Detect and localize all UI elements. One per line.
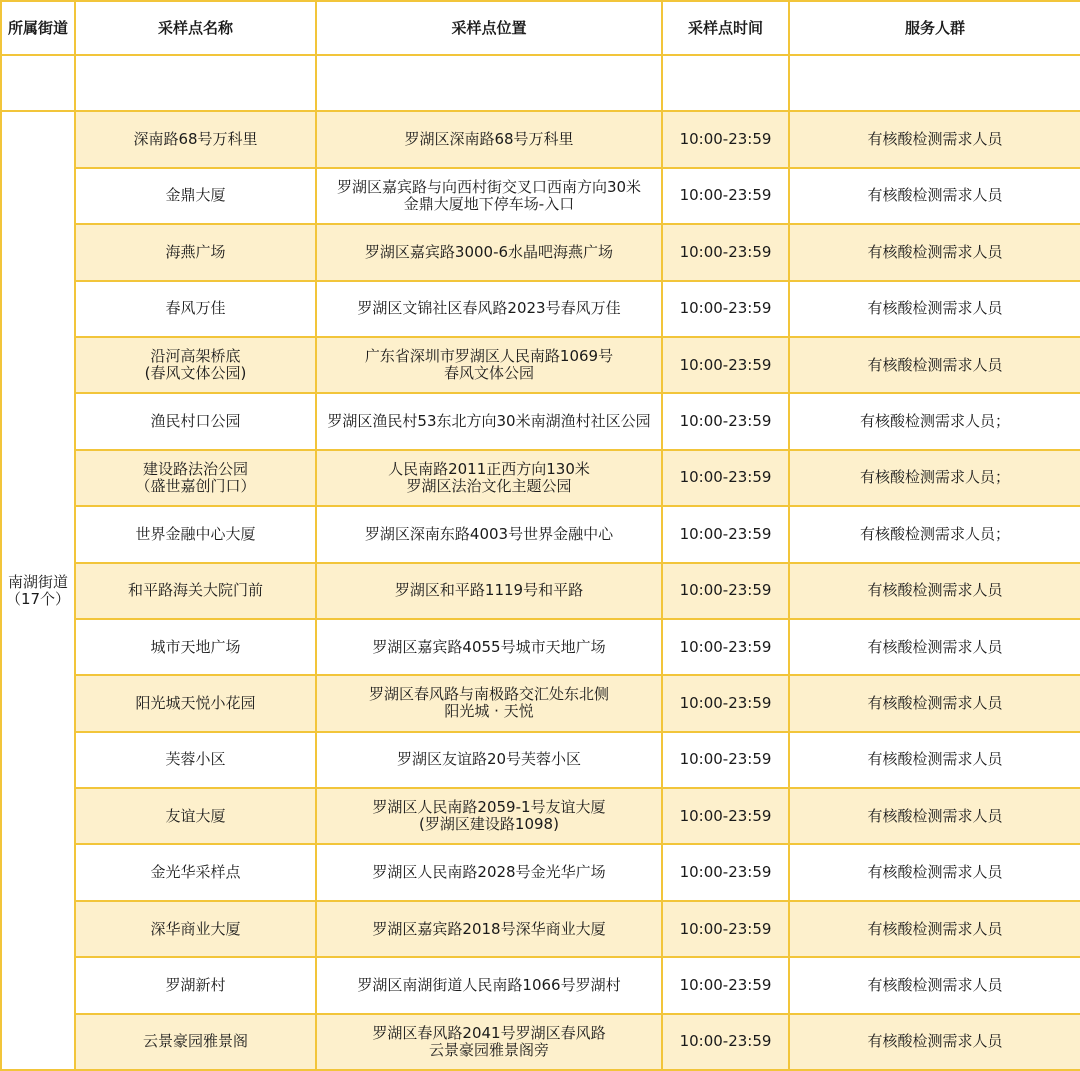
site-name-cell bbox=[75, 281, 316, 337]
header-site-time: 采样点时间 bbox=[662, 1, 789, 55]
site-location-cell bbox=[316, 619, 662, 675]
site-name-cell bbox=[75, 957, 316, 1013]
table-row bbox=[1, 337, 1080, 393]
site-name-cell-line: 金光华采样点 bbox=[150, 863, 241, 882]
site-location-cell bbox=[316, 224, 662, 280]
service-group-cell: 有核酸检测需求人员 bbox=[789, 901, 1080, 957]
table-row bbox=[1, 675, 1080, 731]
site-name-cell-line: 芙蓉小区 bbox=[165, 750, 226, 769]
site-location-cell-line: 罗湖区和平路1119号和平路 bbox=[394, 581, 584, 600]
site-time-cell: 10:00-23:59 bbox=[662, 168, 789, 224]
spacer-row bbox=[1, 55, 1080, 111]
site-location-cell-line: 罗湖区深南东路4003号世界金融中心 bbox=[364, 524, 614, 543]
site-time-cell: 10:00-23:59 bbox=[662, 337, 789, 393]
service-group-cell: 有核酸检测需求人员 bbox=[789, 957, 1080, 1013]
service-group-cell: 有核酸检测需求人员 bbox=[789, 168, 1080, 224]
site-location-cell-line: (罗湖区建设路1098) bbox=[419, 815, 559, 834]
site-location-cell-line: 罗湖区法治文化主题公园 bbox=[406, 476, 572, 495]
site-name-cell bbox=[75, 393, 316, 449]
service-group-cell: 有核酸检测需求人员 bbox=[789, 675, 1080, 731]
table-row bbox=[1, 788, 1080, 844]
service-group-cell: 有核酸检测需求人员 bbox=[789, 1014, 1080, 1070]
site-location-cell bbox=[316, 563, 662, 619]
site-name-cell bbox=[75, 563, 316, 619]
service-group-cell: 有核酸检测需求人员 bbox=[789, 337, 1080, 393]
site-time-cell: 10:00-23:59 bbox=[662, 450, 789, 506]
header-site-name: 采样点名称 bbox=[75, 1, 316, 55]
site-location-cell-line: 罗湖区南湖街道人民南路1066号罗湖村 bbox=[357, 975, 621, 994]
site-location-cell bbox=[316, 111, 662, 167]
table-header-row bbox=[1, 1, 1080, 55]
header-service-group: 服务人群 bbox=[789, 1, 1080, 55]
table-row bbox=[1, 281, 1080, 337]
site-time-cell: 10:00-23:59 bbox=[662, 732, 789, 788]
site-time-cell: 10:00-23:59 bbox=[662, 619, 789, 675]
site-time-cell: 10:00-23:59 bbox=[662, 563, 789, 619]
site-location-cell bbox=[316, 901, 662, 957]
site-name-cell bbox=[75, 732, 316, 788]
site-location-cell bbox=[316, 393, 662, 449]
street-cell bbox=[1, 111, 75, 1070]
site-time-cell: 10:00-23:59 bbox=[662, 844, 789, 900]
service-group-cell: 有核酸检测需求人员 bbox=[789, 224, 1080, 280]
site-time-cell: 10:00-23:59 bbox=[662, 901, 789, 957]
site-time-cell: 10:00-23:59 bbox=[662, 393, 789, 449]
table-row bbox=[1, 957, 1080, 1013]
site-name-cell-line: 阳光城天悦小花园 bbox=[135, 693, 256, 712]
service-group-cell: 有核酸检测需求人员 bbox=[789, 563, 1080, 619]
site-name-cell-line: 金鼎大厦 bbox=[165, 186, 226, 205]
site-location-cell bbox=[316, 506, 662, 562]
site-name-cell bbox=[75, 1014, 316, 1070]
site-time-cell: 10:00-23:59 bbox=[662, 506, 789, 562]
site-location-cell-line: 金鼎大厦地下停车场-入口 bbox=[403, 194, 575, 213]
site-time-cell: 10:00-23:59 bbox=[662, 224, 789, 280]
site-time-cell: 10:00-23:59 bbox=[662, 281, 789, 337]
site-location-cell bbox=[316, 281, 662, 337]
site-location-cell-line: 人民南路2011正西方向130米 bbox=[388, 459, 590, 478]
site-time-cell: 10:00-23:59 bbox=[662, 675, 789, 731]
site-name-cell bbox=[75, 506, 316, 562]
service-group-cell: 有核酸检测需求人员； bbox=[789, 506, 1080, 562]
table-row bbox=[1, 563, 1080, 619]
site-location-cell-line: 罗湖区友谊路20号芙蓉小区 bbox=[396, 750, 582, 769]
table-row bbox=[1, 901, 1080, 957]
site-name-cell-line: 渔民村口公园 bbox=[150, 412, 241, 431]
site-name-cell bbox=[75, 111, 316, 167]
site-name-cell bbox=[75, 450, 316, 506]
header-site-location: 采样点位置 bbox=[316, 1, 662, 55]
service-group-cell: 有核酸检测需求人员； bbox=[789, 393, 1080, 449]
site-name-cell bbox=[75, 675, 316, 731]
site-location-cell-line: 罗湖区嘉宾路4055号城市天地广场 bbox=[372, 637, 606, 656]
site-name-cell-line: 罗湖新村 bbox=[165, 975, 226, 994]
table-row bbox=[1, 168, 1080, 224]
table-row bbox=[1, 732, 1080, 788]
service-group-cell: 有核酸检测需求人员 bbox=[789, 844, 1080, 900]
site-name-cell bbox=[75, 788, 316, 844]
table-row bbox=[1, 844, 1080, 900]
site-location-cell bbox=[316, 675, 662, 731]
site-name-cell bbox=[75, 224, 316, 280]
service-group-cell: 有核酸检测需求人员 bbox=[789, 111, 1080, 167]
site-location-cell-line: 罗湖区深南路68号万科里 bbox=[404, 130, 574, 149]
site-name-cell-line: 建设路法治公园 bbox=[142, 459, 248, 478]
table-row bbox=[1, 224, 1080, 280]
site-location-cell bbox=[316, 732, 662, 788]
street-name: 南湖街道 bbox=[7, 572, 68, 591]
site-name-cell bbox=[75, 619, 316, 675]
site-location-cell-line: 云景豪园雅景阁旁 bbox=[428, 1040, 549, 1059]
site-location-cell bbox=[316, 1014, 662, 1070]
site-name-cell bbox=[75, 168, 316, 224]
site-time-cell: 10:00-23:59 bbox=[662, 788, 789, 844]
site-location-cell bbox=[316, 957, 662, 1013]
table-row bbox=[1, 619, 1080, 675]
site-name-cell bbox=[75, 901, 316, 957]
site-name-cell-line: 海燕广场 bbox=[165, 242, 226, 261]
site-location-cell bbox=[316, 788, 662, 844]
table-body bbox=[1, 55, 1080, 1070]
site-location-cell-line: 罗湖区人民南路2028号金光华广场 bbox=[372, 863, 606, 882]
site-location-cell-line: 罗湖区渔民村53东北方向30米南湖渔村社区公园 bbox=[327, 412, 651, 431]
site-name-cell bbox=[75, 844, 316, 900]
site-location-cell bbox=[316, 450, 662, 506]
table-row bbox=[1, 450, 1080, 506]
site-name-cell-line: 城市天地广场 bbox=[150, 637, 241, 656]
site-location-cell bbox=[316, 168, 662, 224]
site-location-cell-line: 罗湖区嘉宾路与向西村街交叉口西南方向30米 bbox=[336, 177, 642, 196]
site-name-cell-line: (春风文体公园) bbox=[144, 364, 247, 383]
service-group-cell: 有核酸检测需求人员 bbox=[789, 619, 1080, 675]
table-row bbox=[1, 393, 1080, 449]
site-name-cell-line: 沿河高架桥底 bbox=[150, 347, 241, 366]
site-location-cell-line: 罗湖区嘉宾路3000-6水晶吧海燕广场 bbox=[364, 242, 614, 261]
site-time-cell: 10:00-23:59 bbox=[662, 111, 789, 167]
site-name-cell-line: （盛世嘉创门口） bbox=[135, 476, 256, 495]
site-time-cell: 10:00-23:59 bbox=[662, 1014, 789, 1070]
service-group-cell: 有核酸检测需求人员 bbox=[789, 732, 1080, 788]
site-location-cell-line: 罗湖区春风路2041号罗湖区春风路 bbox=[372, 1023, 606, 1042]
site-location-cell bbox=[316, 337, 662, 393]
service-group-cell: 有核酸检测需求人员 bbox=[789, 788, 1080, 844]
table-row bbox=[1, 111, 1080, 167]
site-location-cell bbox=[316, 844, 662, 900]
service-group-cell: 有核酸检测需求人员； bbox=[789, 450, 1080, 506]
site-name-cell-line: 春风万佳 bbox=[165, 299, 226, 318]
site-location-cell-line: 春风文体公园 bbox=[443, 364, 534, 383]
site-name-cell-line: 友谊大厦 bbox=[165, 806, 226, 825]
site-location-cell-line: 罗湖区人民南路2059-1号友谊大厦 bbox=[372, 798, 606, 817]
site-name-cell bbox=[75, 337, 316, 393]
table-row bbox=[1, 506, 1080, 562]
site-location-cell-line: 广东省深圳市罗湖区人民南路1069号 bbox=[364, 347, 614, 366]
street-count: （17个） bbox=[5, 589, 71, 608]
site-name-cell-line: 云景豪园雅景阁 bbox=[142, 1032, 248, 1051]
site-location-cell-line: 罗湖区嘉宾路2018号深华商业大厦 bbox=[372, 919, 606, 938]
site-location-cell-line: 罗湖区文锦社区春风路2023号春风万佳 bbox=[357, 299, 621, 318]
service-group-cell: 有核酸检测需求人员 bbox=[789, 281, 1080, 337]
site-name-cell-line: 世界金融中心大厦 bbox=[135, 524, 256, 543]
site-name-cell-line: 深南路68号万科里 bbox=[133, 130, 258, 149]
site-name-cell-line: 深华商业大厦 bbox=[150, 919, 241, 938]
site-name-cell-line: 和平路海关大院门前 bbox=[127, 581, 263, 600]
site-location-cell-line: 阳光城 · 天悦 bbox=[444, 702, 534, 721]
site-time-cell: 10:00-23:59 bbox=[662, 957, 789, 1013]
header-street: 所属街道 bbox=[1, 1, 75, 55]
site-location-cell-line: 罗湖区春风路与南极路交汇处东北侧 bbox=[368, 685, 609, 704]
table-row bbox=[1, 1014, 1080, 1070]
